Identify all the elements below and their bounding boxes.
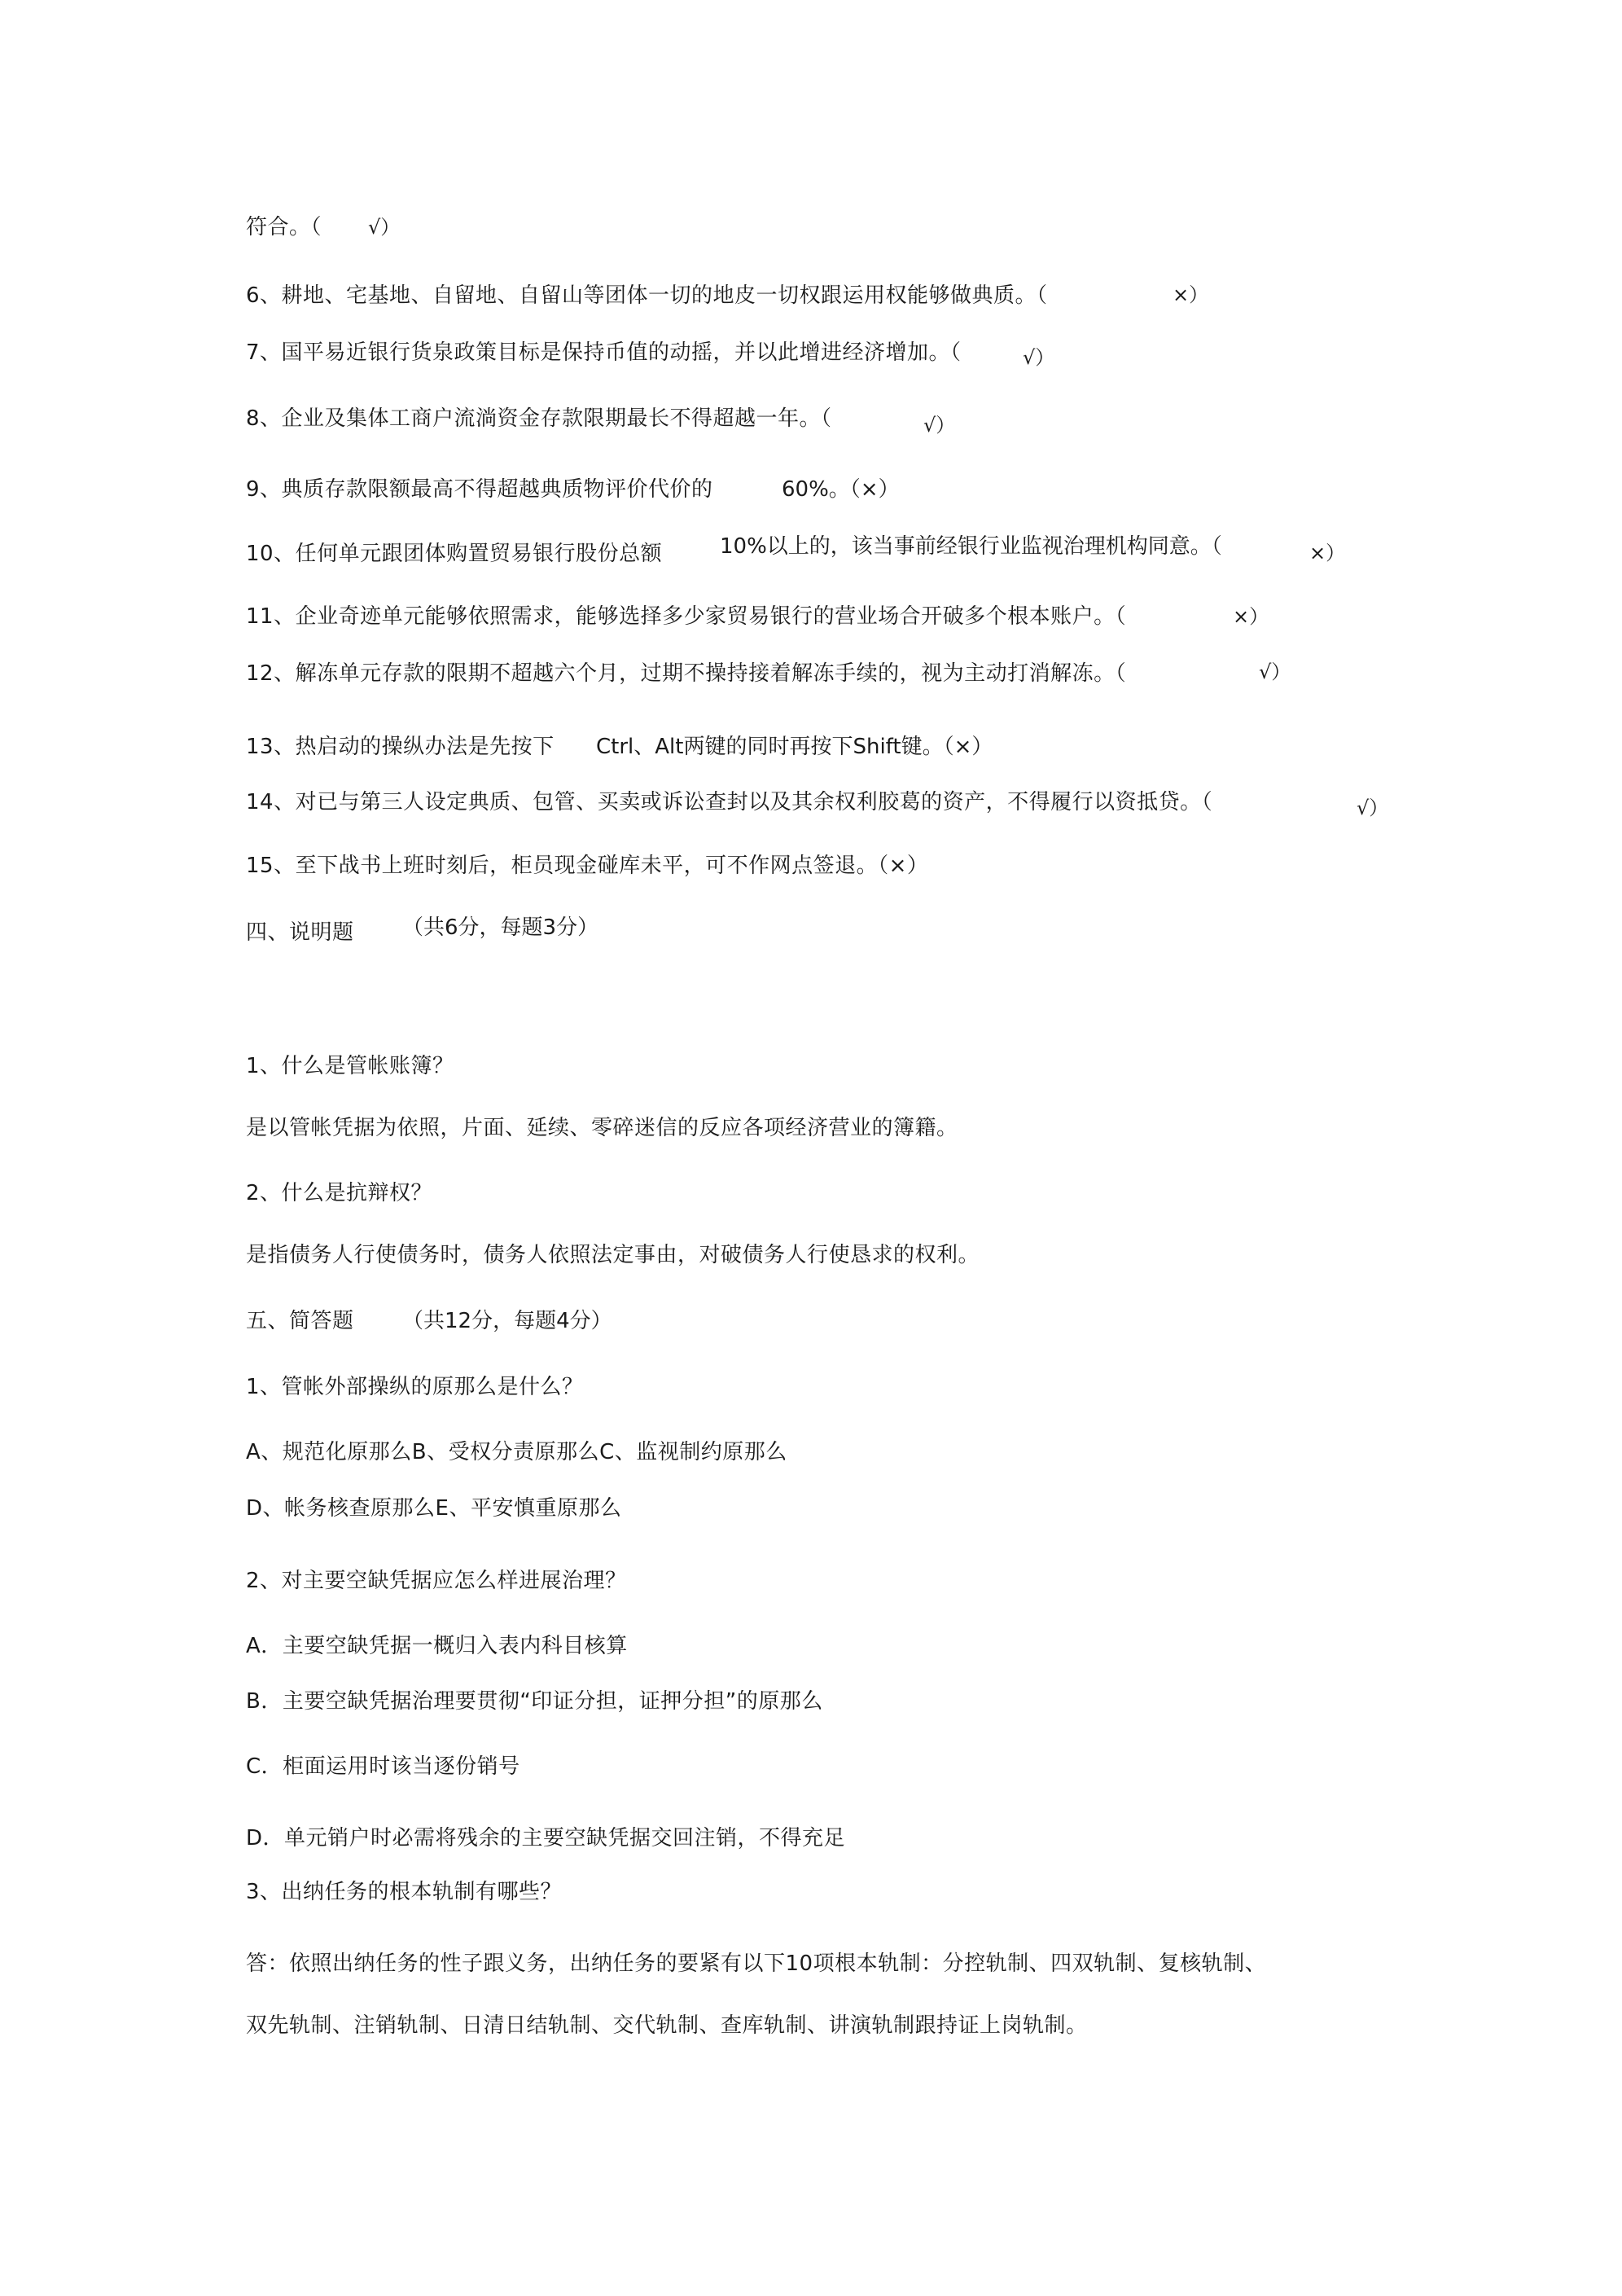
- question: [246, 1878, 562, 1906]
- line-text: 3、出纳任务的根本轨制有哪些？: [246, 1880, 563, 1904]
- answer-line: [246, 1688, 823, 1715]
- section-heading: [246, 919, 354, 946]
- answer-mark: ×）: [1173, 283, 1209, 306]
- answer-line: [246, 1438, 787, 1466]
- line-text: 14、对已与第三人设定典质、包管、买卖或诉讼查封以及其余权利胶葛的资产，不得履行以资抵贷。（: [246, 790, 1213, 814]
- answer-mark: ×）: [1309, 542, 1346, 564]
- item-12: [246, 660, 1126, 687]
- answer-paragraph: [246, 2012, 1088, 2039]
- answer-mark: ×）: [1233, 605, 1269, 628]
- line-text: 双先轨制、注销轨制、日清日结轨制、交代轨制、查库轨制、讲演轨制跟持证上岗轨制。: [246, 2013, 1088, 2038]
- answer-line: [246, 1495, 621, 1522]
- line-text: D、帐务核查原那么E、平安慎重原那么: [246, 1496, 622, 1521]
- line-text: 8、企业及集体工商户流淌资金存款限期最长不得超越一年。（: [246, 406, 832, 431]
- line-text: 符合。（: [246, 215, 322, 239]
- answer-line: [246, 1753, 520, 1780]
- line-text: 2、对主要空缺凭据应怎么样进展治理？: [246, 1569, 627, 1593]
- line-text: 11、企业奇迹单元能够依照需求，能够选择多少家贸易银行的营业场合开破多个根本账户。（: [246, 604, 1127, 629]
- line-text: 1、什么是管帐账簿？: [246, 1054, 454, 1078]
- section-title: 四、说明题: [246, 920, 354, 945]
- answer-mark: √）: [368, 216, 401, 239]
- item-9: [246, 476, 713, 503]
- answer-mark: √）: [1357, 797, 1389, 819]
- line-text: 10、任何单元跟团体购置贸易银行股份总额: [246, 542, 663, 566]
- item-10: [246, 540, 662, 568]
- answer-mark: √）: [1259, 661, 1291, 683]
- item-15: [246, 852, 928, 880]
- answer-line: [246, 1824, 845, 1852]
- item-7: [246, 339, 962, 367]
- line-text: B．主要空缺凭据治理要贯彻“印证分担，证押分担”的原那么: [246, 1689, 823, 1714]
- line-text: 答：依照出纳任务的性子跟义务，出纳任务的要紧有以下10项根本轨制：分控轨制、四双轨制、复核轨制、: [246, 1951, 1267, 1976]
- line-tail: Ctrl、Alt两键的同时再按下Shift键。（×）: [596, 735, 993, 759]
- item-11: [246, 603, 1126, 630]
- answer-paragraph: [246, 1950, 1266, 1978]
- answer-paragraph: [246, 1114, 958, 1142]
- line-text: 是以管帐凭据为依照，片面、延续、零碎迷信的反应各项经济营业的簿籍。: [246, 1116, 958, 1140]
- line-text: C．柜面运用时该当逐份销号: [246, 1754, 520, 1779]
- answer-mark: √）: [1023, 346, 1055, 369]
- line-text: 9、典质存款限额最高不得超越典质物评价代价的: [246, 477, 713, 502]
- line-text: 12、解冻单元存款的限期不超越六个月，过期不操持接着解冻手续的，视为主动打消解冻。（: [246, 661, 1127, 686]
- line-text: 1、管帐外部操纵的原那么是什么？: [246, 1375, 584, 1399]
- line-text: 15、至下战书上班时刻后，柜员现金碰库未平，可不作网点签退。（×）: [246, 854, 929, 878]
- line-text: A．主要空缺凭据一概归入表内科目核算: [246, 1634, 628, 1658]
- item-13: [246, 733, 555, 761]
- section-scoring: （共12分，每题4分）: [402, 1309, 612, 1333]
- item-14: [246, 788, 1212, 816]
- section-title: 五、简答题: [246, 1309, 354, 1333]
- item-8: [246, 405, 832, 432]
- answer-mark: √）: [923, 414, 956, 437]
- line-text: 6、耕地、宅基地、自留地、自留山等团体一切的地皮一切权跟运用权能够做典质。（: [246, 283, 1048, 308]
- line-tail: 60%。（×）: [782, 477, 900, 502]
- line-text: D．单元销户时必需将残余的主要空缺凭据交回注销，不得充足: [246, 1826, 846, 1850]
- question: [246, 1567, 627, 1595]
- question: [246, 1373, 584, 1401]
- line-text: A、规范化原那么B、受权分责原那么C、监视制约原那么: [246, 1440, 787, 1464]
- item-6: [246, 282, 1048, 309]
- answer-paragraph: [246, 1241, 980, 1269]
- section-scoring: （共6分，每题3分）: [402, 915, 599, 940]
- question: [246, 1052, 454, 1080]
- section-heading: [246, 1307, 354, 1335]
- question: [246, 1179, 432, 1207]
- line-text: 是指债务人行使债务时，债务人依照法定事由，对破债务人行使恳求的权利。: [246, 1243, 980, 1267]
- line-tail: 10%以上的，该当事前经银行业监视治理机构同意。（: [720, 534, 1222, 559]
- answer-line: [246, 1632, 628, 1660]
- line-continuation: [246, 213, 322, 241]
- line-text: 13、热启动的操纵办法是先按下: [246, 735, 555, 759]
- line-text: 2、什么是抗辩权？: [246, 1181, 433, 1205]
- line-text: 7、国平易近银行货泉政策目标是保持币值的动摇，并以此增进经济增加。（: [246, 340, 962, 365]
